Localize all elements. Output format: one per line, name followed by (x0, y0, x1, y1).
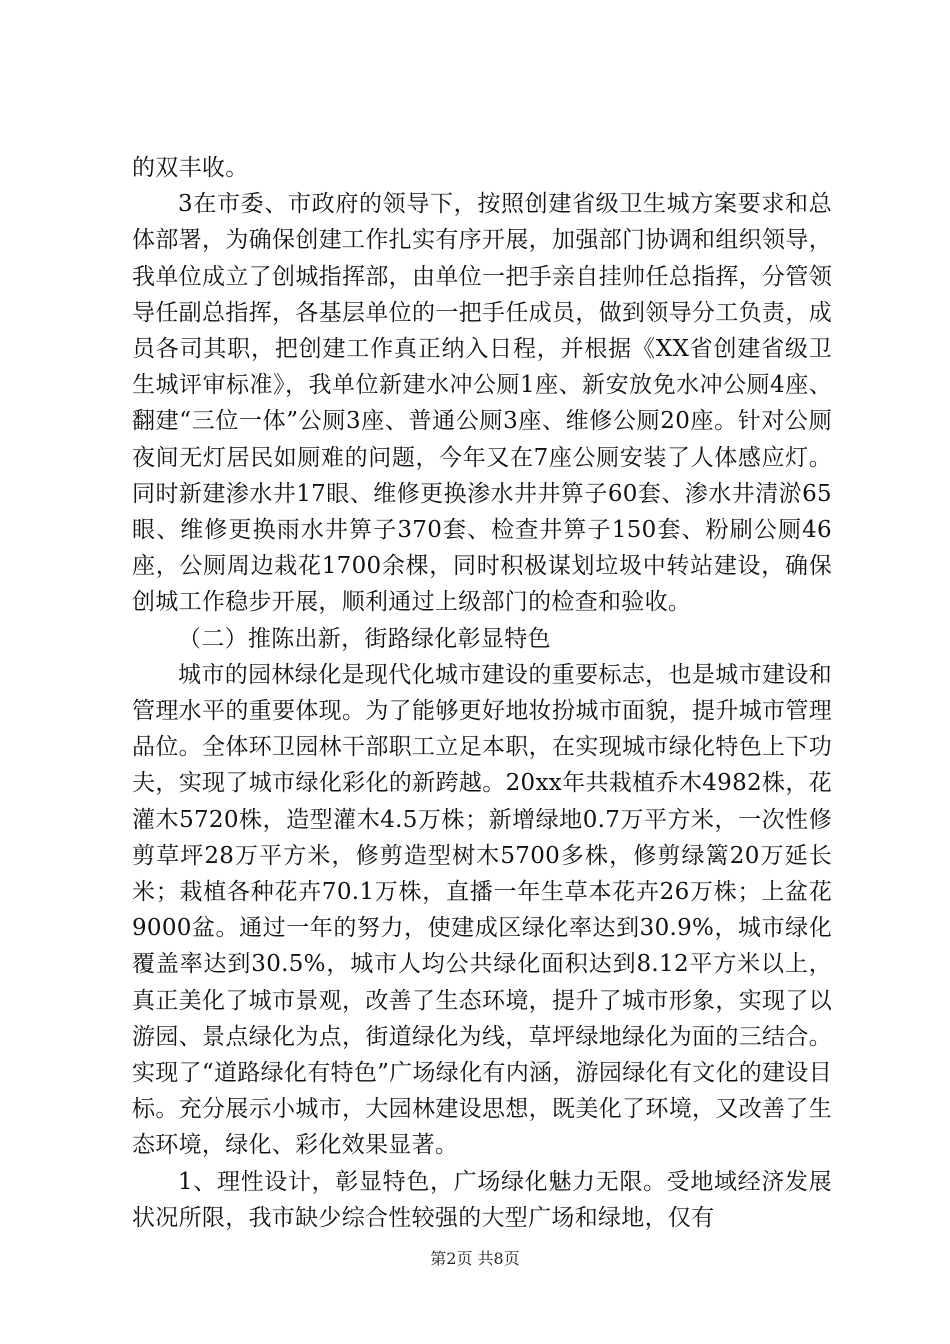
page-number-footer: 第2页 共8页 (430, 1249, 520, 1268)
paragraph-continuation: 的双丰收。 (132, 155, 249, 181)
section-heading: （二）推陈出新，街路绿化彰显特色 (178, 625, 551, 652)
paragraph-greening: 城市的园林绿化是现代化城市建设的重要标志，也是城市建设和管理水平的重要体现。为了能够更好地妆扮城市面貌，提升城市管理品位。全体环卫园林干部职工立足本职，在实现城市绿化特色上下功夫，实现了城市绿化彩化的新跨越。20xx年共栽植乔木4982株，花灌木5720株，造型灌木4.5万株；新增绿地0.7万平方米，一次性修剪草坪28万平方米，修剪造型树木5700多株，修剪绿篱20万延长米；栽植各种花卉70.1万株，直播一年生草本花卉26万株；上盆花9000盆。通过一年的努力，使建成区绿化率达到30.9%，城市绿化覆盖率达到30.5%，城市人均公共绿化面积达到8.12平方米以上，真正美化了城市景观，改善了生态环境，提升了城市形象，实现了以游园、景点绿化为点，街道绿化为线，草坪绿地绿化为面的三结合。实现了“道路绿化有特色”广场绿化有内涵，游园绿化有文化的建设目标。充分展示小城市，大园林建设思想，既美化了环境，又改善了生态环境，绿化、彩化效果显著。 (132, 661, 832, 1159)
paragraph-square-greening: 1、理性设计，彰显特色，广场绿化魅力无限。受地域经济发展状况所限，我市缺少综合性较强的大型广场和绿地，仅有 (132, 1168, 832, 1231)
document-body (132, 150, 832, 1236)
paragraph-sanitation-construction: 3在市委、市政府的领导下，按照创建省级卫生城方案要求和总体部署，为确保创建工作扎实有序开展，加强部门协调和组织领导，我单位成立了创城指挥部，由单位一把手亲自挂帅任总指挥，分管领导任副总指挥，各基层单位的一把手任成员，做到领导分工负责，成员各司其职，把创建工作真正纳入日程，并根据《XX省创建省级卫生城评审标准》，我单位新建水冲公厕1座、新安放免水冲公厕4座、翻建“三位一体”公厕3座、普通公厕3座、维修公厕20座。针对公厕夜间无灯居民如厕难的问题，今年又在7座公厕安装了人体感应灯。同时新建渗水井17眼、维修更换渗水井井箅子60套、渗水井清淤65眼、维修更换雨水井箅子370套、检查井箅子150套、粉刷公厕46座，公厕周边栽花1700余棵，同时积极谋划垃圾中转站建设，确保创城工作稳步开展，顺利通过上级部门的检查和验收。 (132, 191, 832, 616)
